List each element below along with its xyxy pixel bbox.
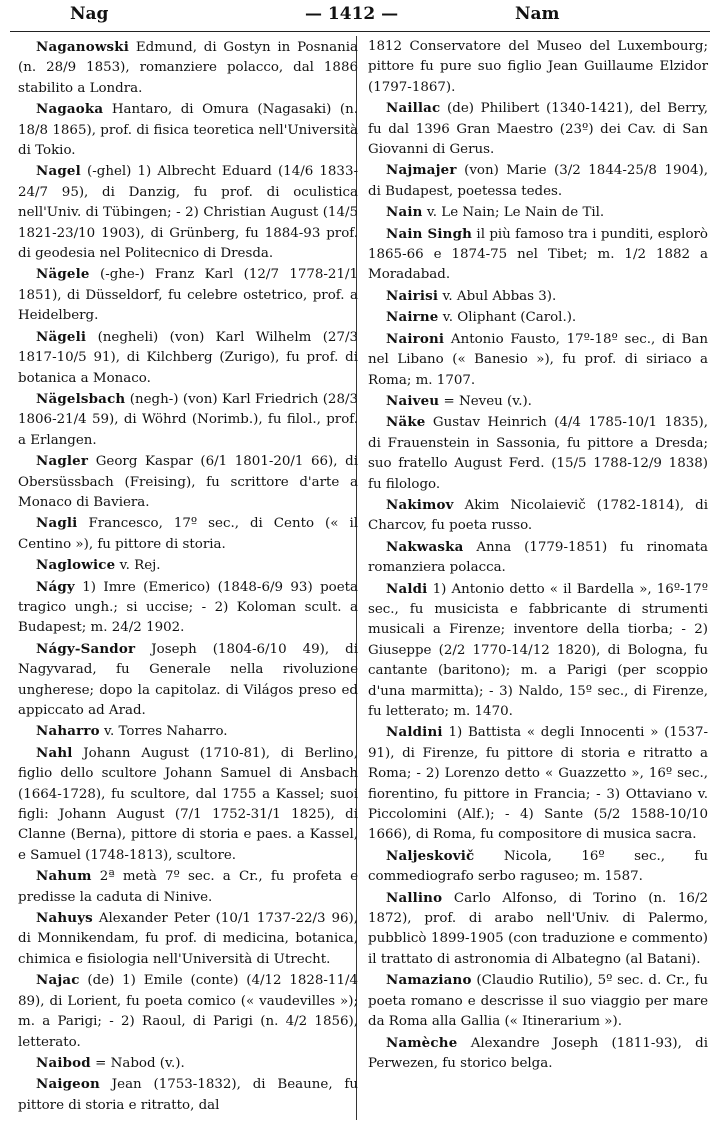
entry-headword: Nägele xyxy=(36,266,90,283)
dictionary-entry xyxy=(18,451,358,513)
dictionary-entry xyxy=(18,908,358,970)
entry-text: Anna (1779-1851) fu rinomata romanziera polacca. xyxy=(368,539,708,576)
dictionary-entry xyxy=(18,1053,358,1074)
entry-text: (de) 1) Emile (conte) (4/12 1828-11/4 89), di Lorient, fu poeta comico (« vaudevilles »); m. a Parigi; - 2) Raoul, di Parigi (n. 4/2 1856), letterato. xyxy=(18,973,358,1050)
dictionary-entry xyxy=(18,37,358,99)
entry-text: v. Oliphant (Carol.). xyxy=(442,310,577,326)
dictionary-entry xyxy=(368,224,708,286)
dictionary-entry xyxy=(18,555,358,576)
entry-headword: Nägelsbach xyxy=(36,390,126,407)
dictionary-entry xyxy=(368,412,708,495)
dictionary-entry xyxy=(368,160,708,202)
dictionary-entry xyxy=(18,99,358,161)
entry-headword: Najac xyxy=(36,972,80,989)
entry-headword: Najmajer xyxy=(386,162,457,179)
dictionary-entry xyxy=(18,1074,358,1116)
entry-text: (negh-) (von) Karl Friedrich (28/3 1806-21/4 59), di Wöhrd (Norimb.), fu filol., prof. a Erlangen. xyxy=(18,391,359,448)
dictionary-entry xyxy=(18,513,358,555)
page-number: — 1412 — xyxy=(305,4,399,24)
entry-headword: Namèche xyxy=(386,1034,458,1051)
entry-text: (-ghe-) Franz Karl (12/7 1778-21/1 1851), di Düsseldorf, fu celebre ostetrico, prof. a Heidelberg. xyxy=(18,267,358,324)
entry-headword: Nakimov xyxy=(386,496,454,513)
entry-text: Nicola, 16º sec., fu commediografo serbo raguseo; m. 1587. xyxy=(368,848,708,885)
dictionary-entry xyxy=(368,579,708,723)
page-header xyxy=(0,4,718,30)
entry-text: (de) Philibert (1340-1421), del Berry, fu dal 1396 Gran Maestro (23º) dei Cav. di San Giovanni di Gerus. xyxy=(368,101,708,158)
dictionary-entry xyxy=(18,721,358,742)
entry-text: = Neveu (v.). xyxy=(443,393,532,409)
dictionary-entry xyxy=(18,389,358,451)
right-column xyxy=(368,37,708,1074)
dictionary-entry xyxy=(368,970,708,1032)
entry-headword: Naldi xyxy=(386,580,428,597)
entry-text: Carlo Alfonso, di Torino (n. 16/2 1872), prof. di arabo nell'Univ. di Palermo, pubblicò 1899-1905 (con traduzione e commento) il trattato di astronomia di Albategno (al Batani). xyxy=(368,890,708,967)
dictionary-entry xyxy=(368,307,708,328)
entry-headword: Naigeon xyxy=(36,1076,100,1093)
entry-headword: Nahuys xyxy=(36,910,93,927)
entry-headword: Nakwaska xyxy=(386,538,464,555)
entry-headword: Nahum xyxy=(36,868,92,885)
dictionary-entry xyxy=(18,970,358,1053)
entry-text: Alexander Peter (10/1 1737-22/3 96), di Monnikendam, fu prof. di medicina, botanica, chimica e fisiologia nell'Università di Utrecht. xyxy=(18,911,358,967)
entry-headword: Nagel xyxy=(36,163,81,180)
entry-text: Jean (1753-1832), di Beaune, fu pittore di storia e ritratto, dal xyxy=(18,1077,358,1113)
dictionary-entry xyxy=(368,329,708,391)
entry-headword: Naibod xyxy=(36,1054,91,1071)
entry-text: Georg Kaspar (6/1 1801-20/1 66), di Obersüssbach (Freising), fu scrittore d'arte a Monaco di Baviera. xyxy=(18,454,358,510)
entry-text: Edmund, di Gostyn in Posnania (n. 28/9 1853), romanziere polacco, dal 1886 stabilito a Londra. xyxy=(18,40,358,96)
entry-text: v. Rej. xyxy=(119,558,161,574)
entry-headword: Nágy-Sandor xyxy=(36,640,136,657)
dictionary-entry xyxy=(368,846,708,888)
entry-text: (von) Marie (3/2 1844-25/8 1904), di Budapest, poetessa tedes. xyxy=(368,163,708,199)
entry-headword: Namaziano xyxy=(386,972,472,989)
header-right-guideword: Nam xyxy=(515,4,560,24)
dictionary-entry xyxy=(18,327,358,389)
entry-headword: Nallino xyxy=(386,889,443,906)
entry-headword: Nagler xyxy=(36,453,89,470)
entry-text: Akim Nicolaievič (1782-1814), di Charcov, fu poeta russo. xyxy=(368,497,708,534)
dictionary-entry xyxy=(368,286,708,307)
entry-text: 1) Antonio detto « il Bardella », 16º-17º sec., fu musicista e fabbricante di strumenti musicali a Firenze; inventore della tiorba; - 2) Giuseppe (2/2 1770-14/12 1820), di Bologna, fu cantante (baritono); m. a Parigi (per scoppio d'una marmitta); - 3) Naldo, 15º sec., di Firenze, fu letterato; m. 1470. xyxy=(368,581,708,719)
dictionary-entry xyxy=(18,264,358,326)
dictionary-entry xyxy=(368,495,708,537)
entry-text: 1) Battista « degli Innocenti » (1537-91), di Firenze, fu pittore di storia e ritratto a Roma; - 2) Lorenzo detto « Guazzetto », 16º sec., fiorentino, fu pittore in Francia; - 3) Ottaviano v. Piccolomini (Alf.); - 4) Sante (5/2 1588-10/10 1666), di Roma, fu compositore di musica sacra. xyxy=(368,725,708,843)
continued-entry: 1812 Conservatore del Museo del Luxembourg; pittore fu pure suo figlio Jean Guillaume Elzidor (1797-1867). xyxy=(368,39,708,95)
entry-headword: Naiveu xyxy=(386,392,440,409)
entry-text: 2ª metà 7º sec. a Cr., fu profeta e predisse la caduta di Ninive. xyxy=(18,869,358,905)
header-left-guideword: Nag xyxy=(70,4,109,24)
entry-headword: Nagaoka xyxy=(36,101,104,118)
entry-text: il più famoso tra i punditi, esplorò 1865-66 e 1874-75 nel Tibet; m. 1/2 1882 a Moradabad. xyxy=(368,226,708,283)
left-column xyxy=(18,37,358,1116)
dictionary-entry xyxy=(18,577,358,639)
entry-text: Francesco, 17º sec., di Cento (« il Centino »), fu pittore di storia. xyxy=(18,516,359,552)
entry-text: Joseph (1804-6/10 49), di Nagyvarad, fu Generale nella rivoluzione ungherese; dopo la capitolaz. di Világos preso ed appiccato ad Arad. xyxy=(18,641,358,718)
entry-headword: Nain Singh xyxy=(386,225,473,242)
entry-headword: Nairne xyxy=(386,309,439,326)
dictionary-entry xyxy=(18,639,358,722)
entry-text: v. Torres Naharro. xyxy=(104,724,228,740)
dictionary-entry xyxy=(18,866,358,908)
dictionary-entry xyxy=(368,1033,708,1075)
dictionary-entry xyxy=(368,391,708,412)
entry-headword: Naldini xyxy=(386,724,443,741)
entry-headword: Nain xyxy=(386,204,423,221)
entry-text: Hantaro, di Omura (Nagasaki) (n. 18/8 1865), prof. di fisica teoretica nell'Università di Tokio. xyxy=(18,102,358,159)
entry-headword: Naillac xyxy=(386,100,441,117)
entry-text: (-ghel) 1) Albrecht Eduard (14/6 1833-24/7 95), di Danzig, fu prof. di oculistica nell'Univ. di Tübingen; - 2) Christian August (14/5 1821-23/10 1903), di Grünberg, fu 1884-93 prof. di geodesia nel Politecnico di Dresda. xyxy=(18,164,358,262)
dictionary-entry xyxy=(368,537,708,579)
entry-headword: Naganowski xyxy=(36,39,130,55)
entry-text: Alexandre Joseph (1811-93), di Perwezen, fu storico belga. xyxy=(368,1035,709,1071)
entry-text: (Claudio Rutilio), 5º sec. d. Cr., fu poeta romano e descrisse il suo viaggio per mare da Roma alla Gallia (« Itinerarium »). xyxy=(368,973,708,1030)
entry-headword: Näke xyxy=(386,414,426,431)
entry-headword: Nágy xyxy=(36,578,75,595)
dictionary-entry xyxy=(18,161,358,264)
entry-headword: Naglowice xyxy=(36,557,116,574)
entry-text: 1) Imre (Emerico) (1848-6/9 93) poeta tragico ungh.; si uccise; - 2) Koloman scult. a Budapest; m. 24/2 1902. xyxy=(18,579,358,636)
entry-headword: Nagli xyxy=(36,515,78,532)
entry-text: v. Le Nain; Le Nain de Til. xyxy=(426,205,605,221)
entry-headword: Naharro xyxy=(36,723,100,740)
dictionary-entry xyxy=(368,722,708,845)
entry-headword: Nägeli xyxy=(36,328,87,345)
dictionary-entry xyxy=(368,888,708,971)
entry-headword: Naironi xyxy=(386,330,445,347)
entry-text: Antonio Fausto, 17º-18º sec., di Ban nel Libano (« Banesio »), fu prof. di siriaco a Roma; m. 1707. xyxy=(368,331,708,388)
entry-headword: Naljeskovič xyxy=(386,847,475,864)
dictionary-entry xyxy=(368,202,708,223)
entry-text: v. Abul Abbas 3). xyxy=(442,288,557,304)
entry-text: Johann August (1710-81), di Berlino, figlio dello scultore Johann Samuel di Ansbach (1664-1728), fu scultore, dal 1755 a Kassel; suoi figli: Johann August (7/1 1752-31/1 1825), di Clanne (Berna), pittore di storia e paes. a Kassel, e Samuel (1748-1813), scultore. xyxy=(18,745,358,863)
entry-headword: Nahl xyxy=(36,744,73,761)
dictionary-entry xyxy=(18,743,358,866)
entry-headword: Nairisi xyxy=(386,287,439,304)
entry-text: = Nabod (v.). xyxy=(95,1055,185,1071)
dictionary-entry xyxy=(368,98,708,160)
entry-text: Gustav Heinrich (4/4 1785-10/1 1835), di Frauenstein in Sassonia, fu pittore a Dresda; suo fratello August Ferd. (15/5 1788-12/9 1838) fu filologo. xyxy=(368,415,708,492)
entry-text: (negheli) (von) Karl Wilhelm (27/3 1817-10/5 91), di Kilchberg (Zurigo), fu prof. di botanica a Monaco. xyxy=(18,329,358,386)
header-rule xyxy=(10,31,710,32)
